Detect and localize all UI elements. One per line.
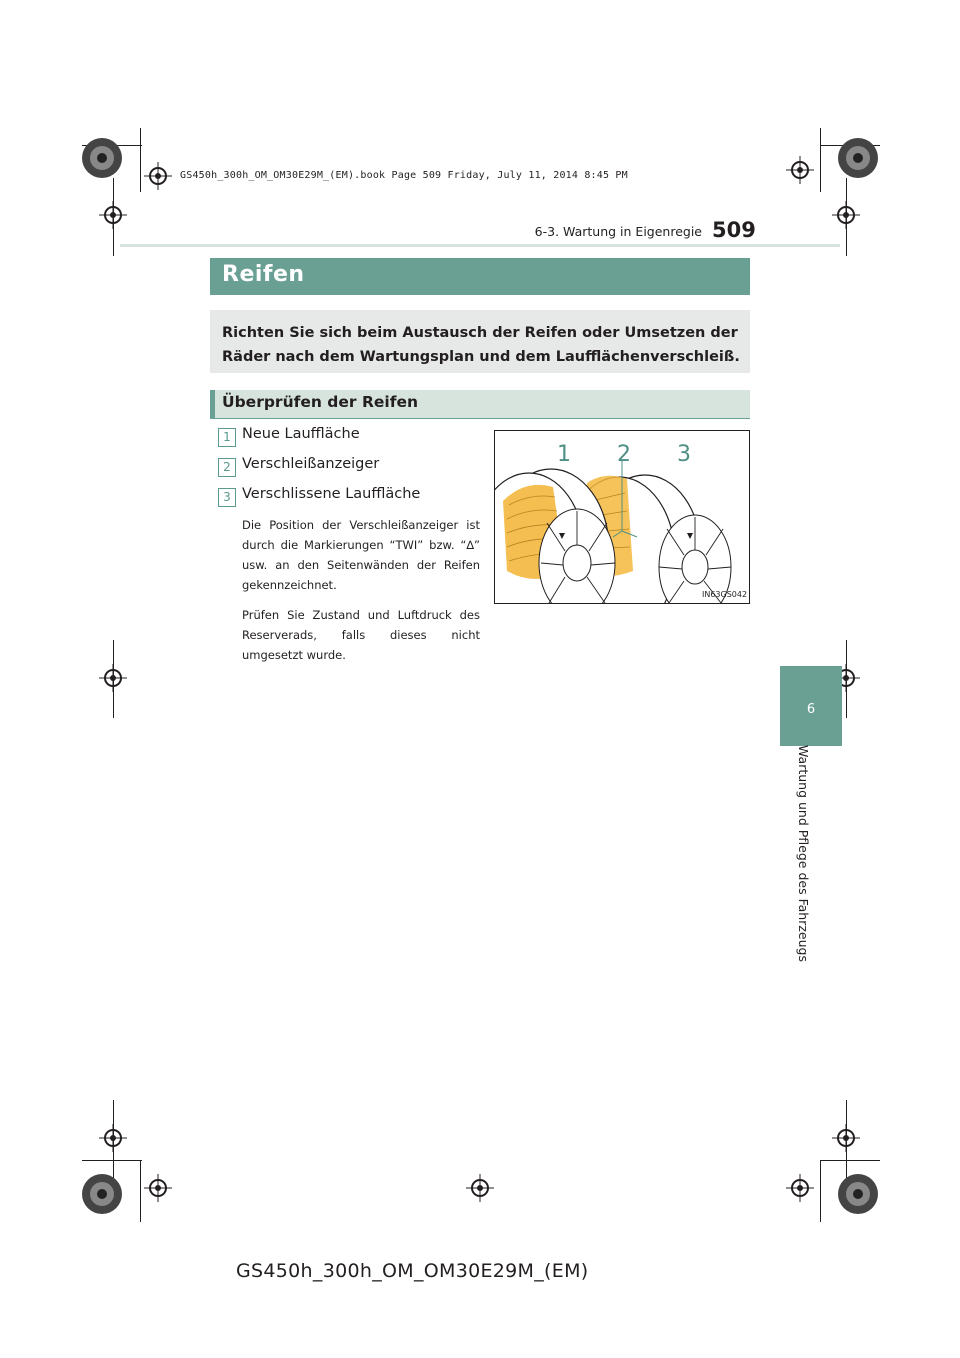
crop-mark bbox=[820, 1160, 821, 1222]
registration-target-icon bbox=[836, 136, 880, 180]
crosshair-icon bbox=[786, 156, 814, 184]
subheading-accent bbox=[210, 390, 215, 418]
subheading: Überprüfen der Reifen bbox=[222, 393, 418, 411]
crosshair-icon bbox=[832, 201, 860, 229]
callout-3: 3 bbox=[677, 442, 691, 467]
section-label: 6-3. Wartung in Eigenregie bbox=[534, 224, 702, 239]
crop-mark bbox=[140, 128, 141, 192]
print-file-header: GS450h_300h_OM_OM30E29M_(EM).book Page 509 Friday, July 11, 2014 8:45 PM bbox=[180, 170, 628, 181]
intro-text: Richten Sie sich beim Austausch der Reifen oder Umsetzen der Räder nach dem Wartungsplan und dem Laufflächenverschleiß. bbox=[222, 325, 740, 365]
crop-mark bbox=[820, 1160, 880, 1161]
crosshair-icon bbox=[466, 1174, 494, 1202]
registration-target-icon bbox=[80, 1172, 124, 1216]
callout-1: 1 bbox=[557, 442, 571, 467]
crop-mark bbox=[82, 1160, 142, 1161]
crosshair-icon bbox=[99, 1124, 127, 1152]
crosshair-icon bbox=[144, 162, 172, 190]
note-paragraph: Prüfen Sie Zustand und Luftdruck des Reserverads, falls dieses nicht umgesetzt wurde. bbox=[242, 608, 480, 662]
crosshair-icon bbox=[832, 1124, 860, 1152]
chapter-tab-label: Wartung und Pflege des Fahrzeugs bbox=[796, 745, 811, 962]
registration-target-icon bbox=[836, 1172, 880, 1216]
registration-target-icon bbox=[80, 136, 124, 180]
item-number: 1 bbox=[218, 428, 236, 447]
footer-model-code: GS450h_300h_OM_OM30E29M_(EM) bbox=[236, 1260, 589, 1282]
crosshair-icon bbox=[99, 201, 127, 229]
item-label: Verschlissene Lauffläche bbox=[242, 486, 421, 502]
item-label: Verschleißanzeiger bbox=[242, 456, 380, 472]
page-number: 509 bbox=[712, 218, 756, 242]
crosshair-icon bbox=[99, 664, 127, 692]
figure-code: IN63GS042 bbox=[702, 590, 748, 599]
item-number: 3 bbox=[218, 488, 236, 507]
item-label: Neue Lauffläche bbox=[242, 426, 360, 442]
chapter-tab-number: 6 bbox=[806, 702, 816, 717]
crop-mark bbox=[820, 128, 821, 192]
subheading-rule bbox=[210, 418, 750, 419]
note-paragraph: Die Position der Verschleißanzeiger ist durch die Markierungen “TWI” bzw. “∆” usw. an den Seitenwänden der Reifen gekennzeichnet. bbox=[242, 518, 480, 592]
page-title: Reifen bbox=[222, 262, 305, 287]
item-number: 2 bbox=[218, 458, 236, 477]
crosshair-icon bbox=[786, 1174, 814, 1202]
callout-2: 2 bbox=[617, 442, 631, 467]
crop-mark bbox=[140, 1160, 141, 1222]
header-rule bbox=[120, 244, 840, 247]
crosshair-icon bbox=[144, 1174, 172, 1202]
